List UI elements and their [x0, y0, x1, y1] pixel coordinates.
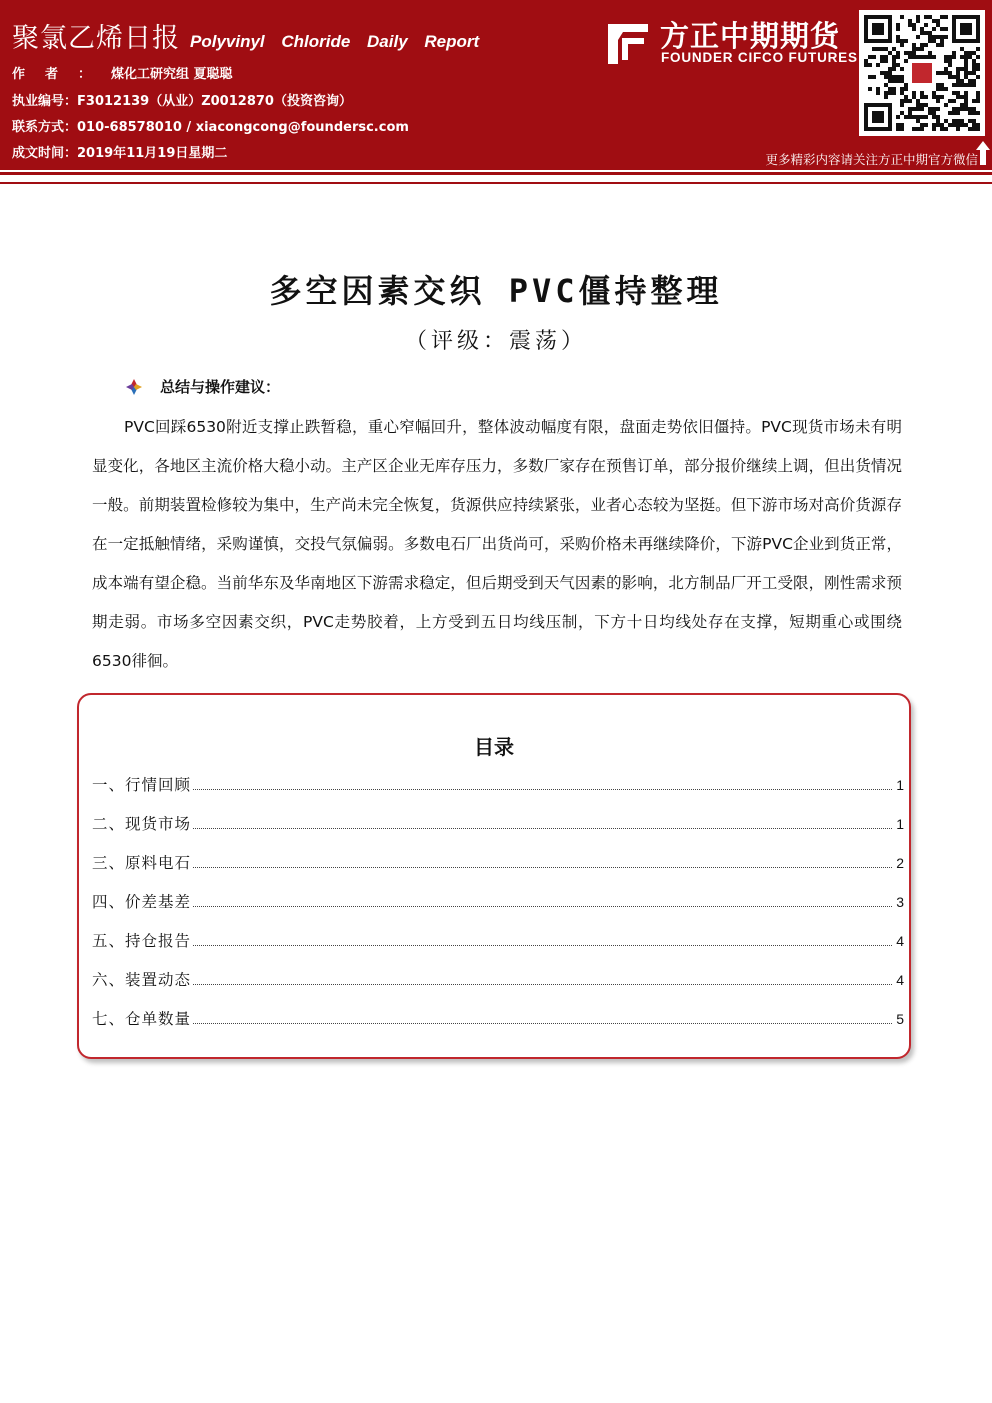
- summary-title: 总结与操作建议：: [160, 378, 281, 396]
- toc-item-label: 四、价差基差: [92, 893, 192, 911]
- toc-item-plant-status[interactable]: [92, 968, 904, 1007]
- report-name-cn: 聚氯乙烯日报: [12, 23, 180, 54]
- founder-logo-icon: [604, 20, 652, 68]
- document-rating: （评级：震荡）: [404, 329, 587, 354]
- toc-item-label: 一、行情回顾: [92, 776, 192, 794]
- toc-item-page: 2: [896, 855, 904, 871]
- qr-code-icon: [864, 15, 980, 131]
- report-name: [12, 16, 479, 52]
- toc-item-spot-market[interactable]: [92, 812, 904, 851]
- qr-code[interactable]: [859, 10, 985, 136]
- toc-item-page: 5: [896, 1011, 904, 1027]
- toc-item-market-review[interactable]: [92, 773, 904, 812]
- toc-leader-dots: [193, 1023, 892, 1024]
- license-line: [12, 90, 352, 109]
- toc-item-position-report[interactable]: [92, 929, 904, 968]
- wechat-follow-note: 更多精彩内容请关注方正中期官方微信: [765, 152, 978, 167]
- toc-item-page: 1: [896, 777, 904, 793]
- toc-leader-dots: [193, 789, 892, 790]
- toc-leader-dots: [193, 984, 892, 985]
- toc-item-label: 六、装置动态: [92, 971, 192, 989]
- author-label: 作者：: [12, 67, 112, 82]
- toc-leader-dots: [193, 945, 892, 946]
- logo-text-en: FOUNDER CIFCO FUTURES: [661, 50, 858, 65]
- toc-item-page: 4: [896, 972, 904, 988]
- toc-item-label: 七、仓单数量: [92, 1010, 192, 1028]
- toc-item-page: 1: [896, 816, 904, 832]
- toc-item-raw-carbide[interactable]: [92, 851, 904, 890]
- date-value: 2019年11月19日星期二: [77, 146, 228, 161]
- author-value: 煤化工研究组 夏聪聪: [111, 67, 233, 82]
- summary-heading: [124, 376, 280, 397]
- report-name-en: Polyvinyl Chloride Daily Report: [190, 32, 480, 51]
- toc-leader-dots: [193, 906, 892, 907]
- license-label: 执业编号：: [12, 94, 78, 109]
- toc-item-warehouse-receipts[interactable]: [92, 1007, 904, 1046]
- bullet-marker-icon: [124, 377, 144, 397]
- company-logo: [604, 14, 858, 70]
- header-divider: [0, 172, 992, 184]
- author-line: [12, 63, 233, 82]
- document-title: 多空因素交织 PVC僵持整理: [269, 272, 723, 310]
- toc-leader-dots: [193, 828, 892, 829]
- date-line: [12, 142, 227, 161]
- logo-text-cn: 方正中期期货: [660, 19, 841, 53]
- license-value: F3012139（从业）Z0012870（投资咨询）: [77, 94, 352, 109]
- contact-label: 联系方式：: [12, 120, 78, 135]
- toc-item-label: 二、现货市场: [92, 815, 192, 833]
- contact-value: 010-68578010 / xiacongcong@foundersc.com: [77, 120, 409, 135]
- toc-item-page: 4: [896, 933, 904, 949]
- toc-list: [92, 773, 904, 1046]
- toc-item-page: 3: [896, 894, 904, 910]
- toc-item-spread-basis[interactable]: [92, 890, 904, 929]
- table-of-contents: [77, 693, 911, 1059]
- summary-paragraph: PVC回踩6530附近支撑止跌暂稳，重心窄幅回升，整体波动幅度有限，盘面走势依旧僵持。PVC现货市场未有明显变化，各地区主流价格大稳小动。主产区企业无库存压力，多数厂家存在预售订单，部分报价继续上调，但出货情况一般。前期装置检修较为集中，生产尚未完全恢复，货源供应持续紧张，业者心态较为坚挺。但下游市场对高价货源存在一定抵触情绪，采购谨慎，交投气氛偏弱。多数电石厂出货尚可，采购价格未再继续降价，下游PVC企业到货正常，成本端有望企稳。当前华东及华南地区下游需求稳定，但后期受到天气因素的影响，北方制品厂开工受限，刚性需求预期走弱。市场多空因素交织，PVC走势胶着，上方受到五日均线压制，下方十日均线处存在支撑，短期重心或围绕6530徘徊。: [92, 418, 902, 670]
- date-label: 成文时间：: [12, 146, 78, 161]
- toc-item-label: 五、持仓报告: [92, 932, 192, 950]
- contact-line: [12, 116, 409, 135]
- toc-leader-dots: [193, 867, 892, 868]
- toc-title: 目录: [474, 735, 514, 759]
- toc-item-label: 三、原料电石: [92, 854, 192, 872]
